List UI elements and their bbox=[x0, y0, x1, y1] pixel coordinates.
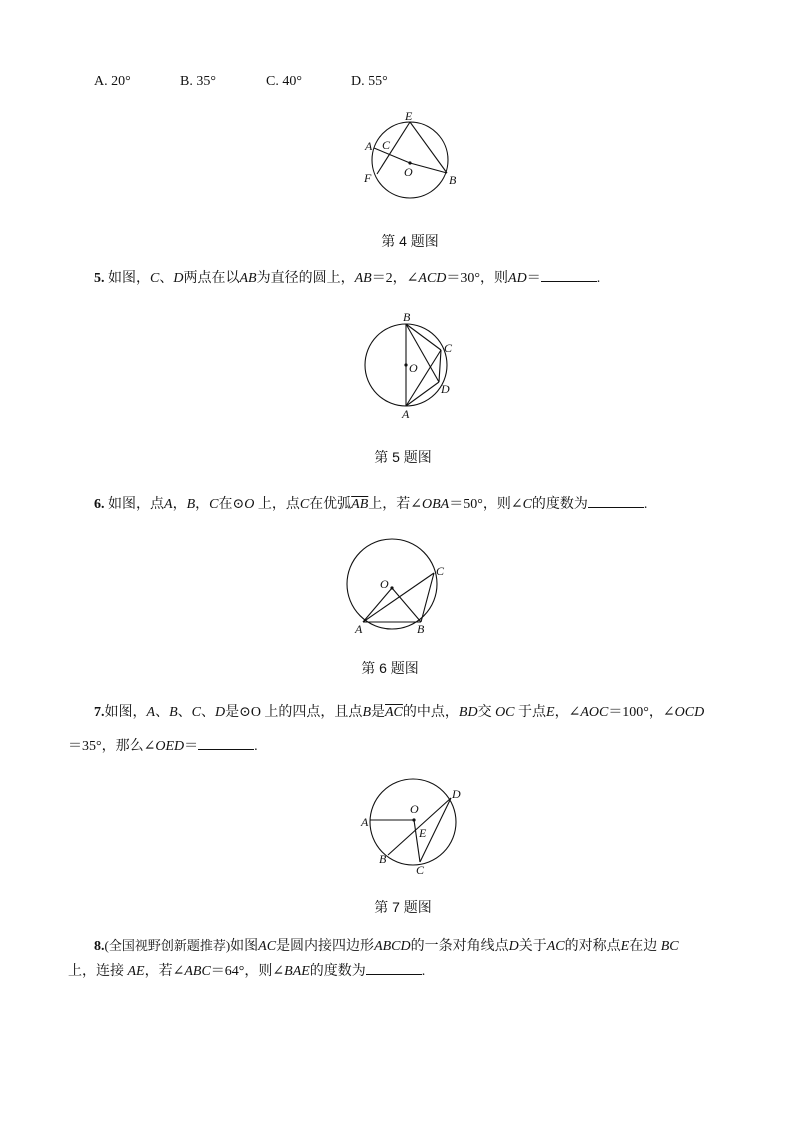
label-B: B bbox=[417, 622, 425, 636]
choice-d: D. 55° bbox=[351, 74, 388, 89]
label-B: B bbox=[403, 310, 411, 324]
label-E: E bbox=[405, 110, 413, 123]
question-7-line-2: ＝35°，那么∠OED＝ . bbox=[68, 732, 258, 762]
segment-CD bbox=[439, 350, 441, 382]
answer-blank-q5 bbox=[541, 267, 597, 282]
label-C: C bbox=[436, 564, 445, 578]
caption-q7: 第 7 题图 bbox=[374, 899, 432, 915]
question-7-line-1: 7.如图，A、B、C、D是⊙O 上的四点，且点B是$\overline{AC}$的中点，BD交 OC 于点E，∠AOC＝100°，∠OCD bbox=[94, 705, 705, 720]
answer-blank-q7 bbox=[198, 735, 254, 750]
label-D: D bbox=[441, 382, 450, 396]
label-D: D bbox=[452, 787, 461, 801]
label-C: C bbox=[444, 341, 453, 355]
label-O: O bbox=[380, 577, 389, 591]
segment-OB bbox=[392, 588, 421, 622]
label-A: A bbox=[402, 407, 410, 421]
label-A: A bbox=[355, 622, 363, 636]
segment-AC bbox=[406, 350, 441, 406]
label-E: E bbox=[419, 826, 427, 840]
label-B: B bbox=[379, 852, 387, 866]
choice-c: C. 40° bbox=[266, 74, 302, 89]
question-5: 5. 如图，C、D两点在以AB为直径的圆上，AB＝2，∠ACD＝30°，则AD＝ . bbox=[94, 264, 600, 294]
choice-b: B. 35° bbox=[180, 74, 216, 89]
center-dot bbox=[404, 363, 407, 366]
caption-q5: 第 5 题图 bbox=[374, 449, 432, 465]
choice-a: A. 20° bbox=[94, 74, 131, 89]
circle-q4 bbox=[372, 122, 448, 198]
answer-blank-q8 bbox=[366, 960, 422, 975]
question-8-line-1: 8.(全国视野创新题推荐)如图AC是圆内接四边形ABCD的一条对角线点D关于AC的对称点E在边 BC bbox=[94, 938, 679, 954]
question-6: 6. 如图，点A，B，C在⊙O 上，点C在优弧$\overline{AB}$上，若∠OBA＝50°，则∠C的度数为 . bbox=[94, 490, 647, 520]
label-O: O bbox=[404, 165, 413, 179]
figure-q6 bbox=[342, 538, 457, 638]
label-B: B bbox=[449, 173, 457, 187]
label-C: C bbox=[416, 863, 425, 877]
label-A: A bbox=[361, 815, 369, 829]
segment-EB bbox=[410, 122, 447, 173]
caption-q4: 第 4 题图 bbox=[381, 233, 439, 249]
answer-blank-q6 bbox=[588, 493, 644, 508]
label-O: O bbox=[409, 361, 418, 375]
center-dot bbox=[390, 586, 393, 589]
figure-q4 bbox=[355, 110, 465, 210]
figure-q7 bbox=[355, 776, 465, 886]
question-8-line-2: 上，连接 AE，若∠ABC＝64°，则∠BAE的度数为 . bbox=[68, 957, 425, 987]
center-dot bbox=[412, 818, 415, 821]
label-F: F bbox=[364, 171, 372, 185]
label-C: C bbox=[382, 138, 391, 152]
label-O: O bbox=[410, 802, 419, 816]
label-A: A bbox=[365, 139, 373, 153]
circle-q6 bbox=[347, 539, 437, 629]
figure-q5 bbox=[355, 308, 465, 423]
caption-q6: 第 6 题图 bbox=[361, 660, 419, 676]
